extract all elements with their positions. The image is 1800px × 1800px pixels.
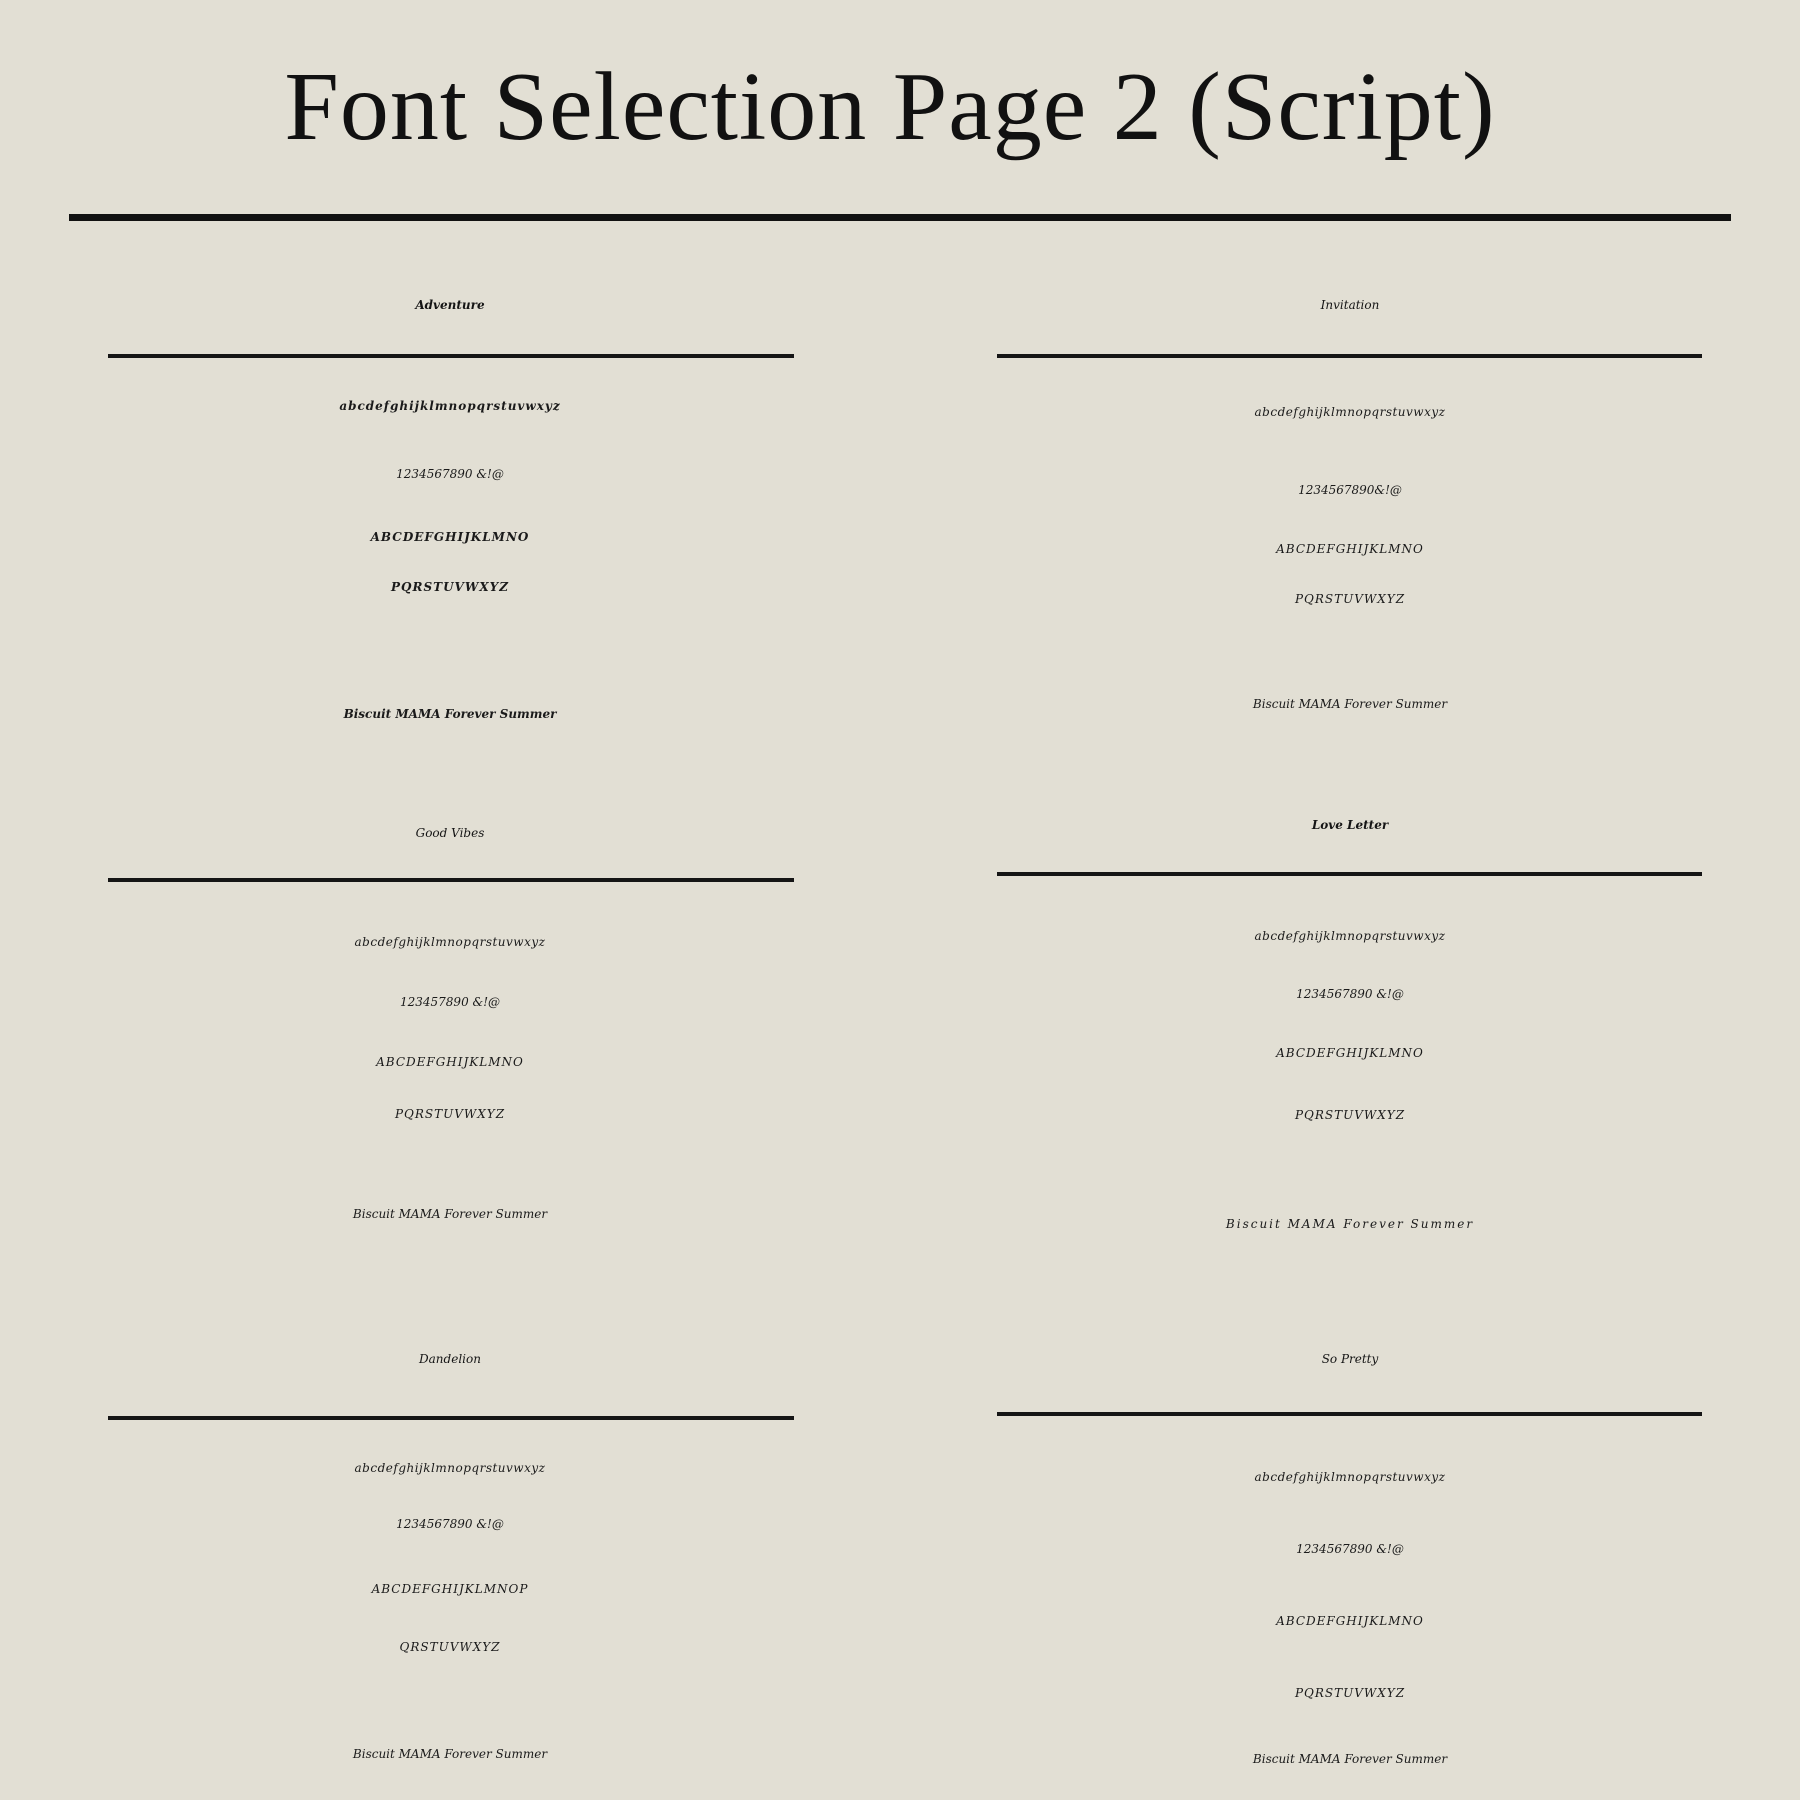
font-name: So Pretty [1321,1352,1379,1366]
phrase-sample: Biscuit MAMA Forever Summer [352,1747,548,1761]
numbers-sample: 1234567890 &!@ [396,467,504,481]
uppercase-sample-1: ABCDEFGHIJKLMNO [1276,1614,1424,1628]
font-card-good-vibes [0,790,900,1270]
uppercase-sample-2: PQRSTUVWXYZ [391,580,509,594]
uppercase-sample-2: QRSTUVWXYZ [399,1640,501,1654]
font-name-underline [997,1412,1702,1416]
font-card-dandelion [0,1320,900,1800]
lowercase-sample: abcdefghijklmnopqrstuvwxyz [354,935,546,949]
lowercase-sample: abcdefghijklmnopqrstuvwxyz [1254,1470,1446,1484]
font-card-adventure [0,270,900,750]
uppercase-sample-1: ABCDEFGHIJKLMNO [376,1055,524,1069]
phrase-sample: Biscuit MAMA Forever Summer [1252,1752,1448,1766]
numbers-sample: 1234567890 &!@ [1296,987,1404,1001]
numbers-sample: 123457890 &!@ [399,995,501,1009]
uppercase-sample-1: ABCDEFGHIJKLMNOP [371,1582,529,1596]
font-name-underline [108,878,794,882]
uppercase-sample-1: ABCDEFGHIJKLMNO [1276,1046,1424,1060]
phrase-sample: Biscuit MAMA Forever Summer [343,707,557,721]
uppercase-sample-2: PQRSTUVWXYZ [394,1107,506,1121]
font-card-love-letter [900,790,1800,1270]
numbers-sample: 1234567890&!@ [1298,483,1402,497]
font-name: Dandelion [419,1352,481,1366]
title-divider [69,214,1731,221]
font-name: Invitation [1320,298,1380,312]
lowercase-sample: abcdefghijklmnopqrstuvwxyz [339,399,561,413]
numbers-sample: 1234567890 &!@ [396,1517,504,1531]
uppercase-sample-2: PQRSTUVWXYZ [1294,1108,1406,1122]
phrase-sample: Biscuit MAMA Forever Summer [352,1207,548,1221]
numbers-sample: 1234567890 &!@ [1296,1542,1404,1556]
lowercase-sample: abcdefghijklmnopqrstuvwxyz [1254,405,1446,419]
font-name: Love Letter [1311,818,1389,832]
uppercase-sample-2: PQRSTUVWXYZ [1294,592,1406,606]
phrase-sample: Biscuit MAMA Forever Summer [1225,1217,1475,1231]
phrase-sample: Biscuit MAMA Forever Summer [1252,697,1448,711]
lowercase-sample: abcdefghijklmnopqrstuvwxyz [1254,929,1446,943]
font-name: Adventure [415,298,485,312]
font-card-so-pretty [900,1320,1800,1800]
page-title: Font Selection Page 2 (Script) [284,53,1496,161]
font-name-underline [108,1416,794,1420]
font-name: Good Vibes [415,826,485,840]
uppercase-sample-1: ABCDEFGHIJKLMNO [1276,542,1424,556]
font-name-underline [108,354,794,358]
uppercase-sample-2: PQRSTUVWXYZ [1294,1686,1406,1700]
font-name-underline [997,354,1702,358]
lowercase-sample: abcdefghijklmnopqrstuvwxyz [354,1461,546,1475]
font-name-underline [997,872,1702,876]
font-card-invitation [900,270,1800,750]
uppercase-sample-1: ABCDEFGHIJKLMNO [370,530,530,544]
